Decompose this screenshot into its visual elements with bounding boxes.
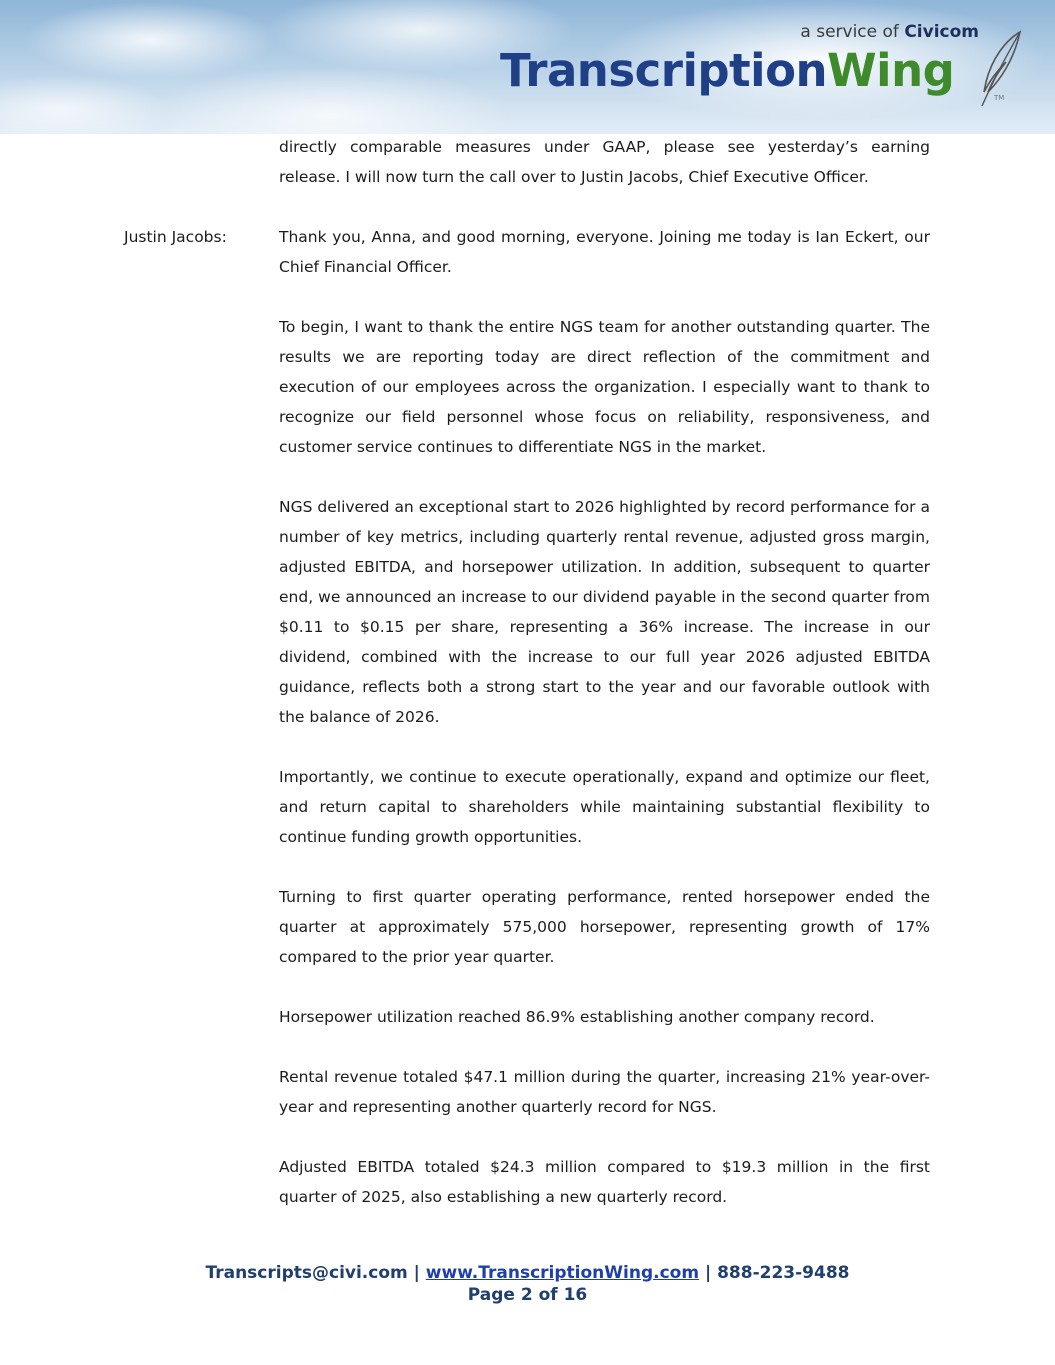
page-number: Page 2 of 16 (467, 1285, 588, 1305)
footer-phone: 888-223-9488 (717, 1263, 850, 1283)
transcriptionwing-logo (500, 44, 954, 97)
paragraph-highlights: NGS delivered an exceptional start to 2026 highlighted by record performance for a number of key metrics, including quarterly rental revenue, adjusted gross margin, adjusted EBITDA, and horsepower utilization. In addition, subsequent to quarter end, we announced an increase to our dividend payable in the second quarter from $0.11 to $0.15 per share, representing a 36% increase. The increase in our dividend, combined with the increase to our full year 2026 adjusted EBITDA guidance, reflects both a strong start to the year and our favorable outlook with the balance of 2026. (279, 498, 930, 726)
paragraph-operations: Importantly, we continue to execute operationally, expand and optimize our fleet, and return capital to shareholders while maintaining substantial flexibility to continue funding growth opportunities. (279, 768, 930, 846)
footer-contact-line (0, 1262, 1055, 1284)
service-prefix: a service of (800, 22, 905, 42)
footer-website-link[interactable]: www.TranscriptionWing.com (425, 1263, 700, 1283)
paragraph-rental-revenue: Rental revenue totaled $47.1 million during the quarter, increasing 21% year-over-year and representing another quarterly record for NGS. (279, 1068, 930, 1116)
page-footer (0, 1262, 1055, 1306)
footer-email[interactable]: Transcripts@civi.com (205, 1263, 408, 1283)
paragraph-greeting: Thank you, Anna, and good morning, everyone. Joining me today is Ian Eckert, our Chief Financial Officer. (279, 228, 930, 276)
paragraph-utilization: Horsepower utilization reached 86.9% establishing another company record. (279, 1008, 875, 1026)
header-banner (0, 0, 1055, 134)
footer-separator: | (407, 1263, 426, 1283)
service-tagline (800, 22, 979, 42)
logo-part-wing: Wing (827, 44, 955, 97)
logo-part-transcription: Transcription (500, 44, 828, 97)
paragraph-thanks: To begin, I want to thank the entire NGS team for another outstanding quarter. The results we are reporting today are direct reflection of the commitment and execution of our employees across the organization. I especially want to thank to recognize our field personnel whose focus on reliability, responsiveness, and customer service continues to differentiate NGS in the market. (279, 318, 930, 456)
paragraph-intro-continuation: directly comparable measures under GAAP, please see yesterday’s earning release. I will now turn the call over to Justin Jacobs, Chief Executive Officer. (279, 138, 930, 186)
paragraph-adjusted-ebitda: Adjusted EBITDA totaled $24.3 million compared to $19.3 million in the first quarter of 2025, also establishing a new quarterly record. (279, 1158, 930, 1206)
civicom-brand: Civicom (904, 22, 979, 42)
footer-separator: | (699, 1263, 718, 1283)
trademark-mark: TM (994, 94, 1005, 102)
paragraph-horsepower: Turning to first quarter operating performance, rented horsepower ended the quarter at approximately 575,000 horsepower, representing growth of 17% compared to the prior year quarter. (279, 888, 930, 966)
speaker-label: Justin Jacobs: (124, 228, 227, 246)
